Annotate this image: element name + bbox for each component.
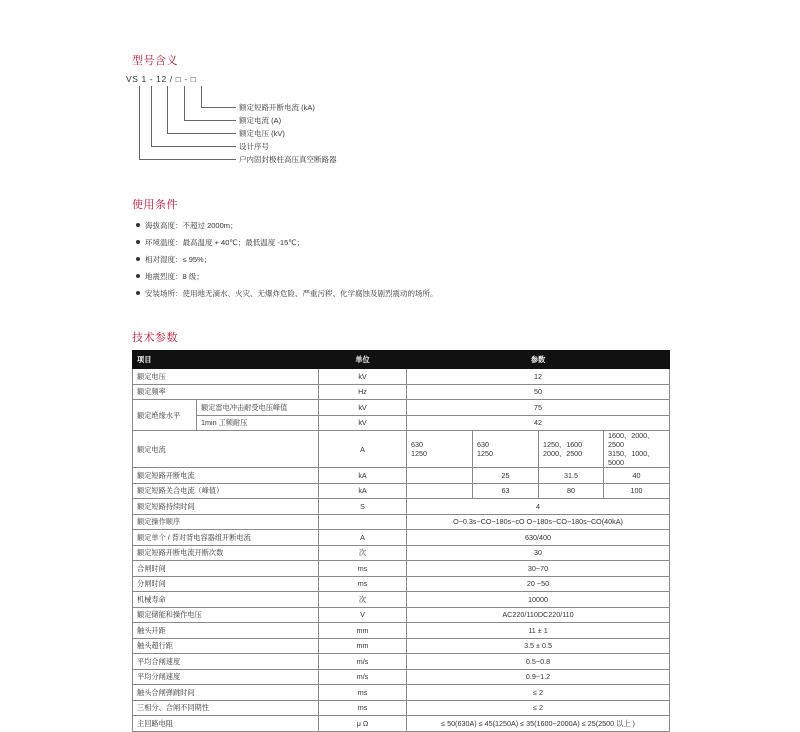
tech-params-table	[132, 350, 670, 732]
model-desc-design-number: 设计序号	[239, 142, 269, 151]
table-row	[133, 561, 670, 577]
table-row	[133, 545, 670, 561]
row-label: 额定短路开断电流	[133, 468, 319, 484]
table-row	[133, 415, 670, 431]
row-value: 630/400	[407, 530, 670, 546]
row-unit: A	[319, 431, 407, 468]
value-line: 630	[411, 440, 424, 449]
row-unit: mm	[319, 623, 407, 639]
row-value: 75	[407, 400, 670, 416]
row-label: 分闸时间	[133, 576, 319, 592]
condition-item	[136, 288, 438, 299]
table-header-row	[133, 351, 670, 369]
table-row	[133, 468, 670, 484]
condition-text: 地震烈度：8 级；	[145, 272, 204, 281]
row-unit: kA	[319, 483, 407, 499]
row-value: 100	[604, 483, 670, 499]
row-value: 31.5	[539, 468, 604, 484]
row-unit: ms	[319, 685, 407, 701]
row-label: 额定电压	[133, 369, 319, 385]
row-value: 10000	[407, 592, 670, 608]
row-unit: kV	[319, 369, 407, 385]
row-value: 0.5~0.8	[407, 654, 670, 670]
value-line: 1250	[477, 449, 494, 458]
table-row	[133, 638, 670, 654]
row-unit: m/s	[319, 654, 407, 670]
row-label: 触头超行距	[133, 638, 319, 654]
row-unit: 次	[319, 592, 407, 608]
table-row	[133, 700, 670, 716]
row-label: 额定电流	[133, 431, 319, 468]
tech-params-title: 技术参数	[132, 332, 178, 344]
row-unit: V	[319, 607, 407, 623]
value-line: 1250、1600	[543, 440, 583, 449]
bullet-icon	[136, 257, 140, 261]
condition-text: 环境温度：最高温度 + 40℃；最低温度 -15℃；	[145, 238, 305, 247]
row-unit: μ Ω	[319, 716, 407, 732]
row-label: 额定短路关合电流（峰值）	[133, 483, 319, 499]
bullet-icon	[136, 274, 140, 278]
row-value: 4	[407, 499, 670, 515]
table-row	[133, 592, 670, 608]
row-value: ≤ 2	[407, 700, 670, 716]
row-unit: S	[319, 499, 407, 515]
row-value	[539, 431, 604, 468]
row-unit: kV	[319, 400, 407, 416]
row-sublabel: 1min 工频耐压	[197, 415, 319, 431]
table-row	[133, 369, 670, 385]
row-unit: ms	[319, 700, 407, 716]
table-row	[133, 716, 670, 732]
table-row	[133, 431, 670, 468]
table-row	[133, 483, 670, 499]
row-unit: m/s	[319, 669, 407, 685]
row-value: ≤ 50(630A) ≤ 45(1250A) ≤ 35(1600~2000A) ≤ 25(2500 以上 )	[407, 716, 670, 732]
row-value: 0.9~1.2	[407, 669, 670, 685]
value-line: 3150、1000、5000	[608, 449, 655, 467]
table-row	[133, 654, 670, 670]
row-value: 20 ~50	[407, 576, 670, 592]
row-value: 50	[407, 384, 670, 400]
header-item: 项目	[133, 351, 319, 369]
row-value	[604, 431, 670, 468]
condition-item	[136, 271, 204, 282]
row-unit: A	[319, 530, 407, 546]
header-unit: 单位	[319, 351, 407, 369]
row-unit: ms	[319, 561, 407, 577]
row-value: O−0.3s−CO−180s−cO O−180s−CO−180s−CO(40kA)	[407, 514, 670, 530]
bullet-icon	[136, 291, 140, 295]
row-value: AC220/110DC220/110	[407, 607, 670, 623]
row-label: 额定单个 / 背对背电容器组开断电流	[133, 530, 319, 546]
condition-text: 安装场所：使用地无滴水、火灾、无爆炸危险、严重污秽、化学腐蚀及剧烈震动的场所。	[145, 289, 438, 298]
usage-conditions-title: 使用条件	[132, 199, 178, 211]
row-value	[407, 468, 473, 484]
value-line: 2000、2500	[543, 449, 583, 458]
row-label: 触头开距	[133, 623, 319, 639]
row-value: 12	[407, 369, 670, 385]
row-value: 80	[539, 483, 604, 499]
value-line: 1250	[411, 449, 428, 458]
table-row	[133, 623, 670, 639]
row-unit: ms	[319, 576, 407, 592]
row-unit: Hz	[319, 384, 407, 400]
bullet-icon	[136, 223, 140, 227]
table-row	[133, 514, 670, 530]
model-code: VS 1 - 12 / □ - □	[126, 74, 197, 84]
bullet-icon	[136, 240, 140, 244]
table-row	[133, 499, 670, 515]
row-value: 40	[604, 468, 670, 484]
condition-text: 海拔高度：不超过 2000m；	[145, 221, 238, 230]
row-unit: mm	[319, 638, 407, 654]
row-value: 30~70	[407, 561, 670, 577]
row-value: 63	[473, 483, 539, 499]
condition-item	[136, 220, 238, 231]
row-value: 25	[473, 468, 539, 484]
row-label: 机械寿命	[133, 592, 319, 608]
table-row	[133, 607, 670, 623]
row-label: 平均合闸速度	[133, 654, 319, 670]
model-desc-rated-current: 额定电流 (A)	[239, 116, 282, 125]
row-value	[407, 483, 473, 499]
row-label: 额定操作顺序	[133, 514, 319, 530]
row-label: 额定短路开断电流开断次数	[133, 545, 319, 561]
row-label: 合闸时间	[133, 561, 319, 577]
table-row	[133, 400, 670, 416]
condition-item	[136, 237, 304, 248]
model-desc-breaking-current: 额定短路开断电流 (kA)	[239, 103, 315, 112]
row-unit	[319, 514, 407, 530]
row-label: 主回路电阻	[133, 716, 319, 732]
condition-text: 相对湿度：≤ 95%；	[145, 255, 212, 264]
table-row	[133, 384, 670, 400]
table-row	[133, 669, 670, 685]
condition-item	[136, 254, 211, 265]
row-value: 42	[407, 415, 670, 431]
table-row	[133, 530, 670, 546]
row-unit: kV	[319, 415, 407, 431]
row-value: ≤ 2	[407, 685, 670, 701]
row-value: 30	[407, 545, 670, 561]
row-value: 11 ± 1	[407, 623, 670, 639]
model-meaning-title: 型号含义	[132, 55, 178, 67]
row-label: 三相分、合闸不同期性	[133, 700, 319, 716]
row-unit: kA	[319, 468, 407, 484]
row-label: 额定频率	[133, 384, 319, 400]
row-label: 额定绝缘水平	[133, 400, 197, 431]
row-label: 平均分闸速度	[133, 669, 319, 685]
row-label: 额定短路持续时间	[133, 499, 319, 515]
model-desc-rated-voltage: 额定电压 (kV)	[239, 129, 285, 138]
table-row	[133, 685, 670, 701]
row-value	[473, 431, 539, 468]
row-label: 额定储能和操作电压	[133, 607, 319, 623]
row-value: 3.5 ± 0.5	[407, 638, 670, 654]
row-sublabel: 额定雷电冲击耐受电压峰值	[197, 400, 319, 416]
row-label: 触头合闸弹跳时间	[133, 685, 319, 701]
model-desc-product-type: 户内固封极柱高压真空断路器	[239, 155, 337, 164]
row-value	[407, 431, 473, 468]
table-row	[133, 576, 670, 592]
bracket-line-5	[139, 86, 236, 160]
value-line: 630	[477, 440, 490, 449]
row-unit: 次	[319, 545, 407, 561]
value-line: 1600、2000、2500	[608, 431, 655, 449]
header-params: 参数	[407, 351, 670, 369]
